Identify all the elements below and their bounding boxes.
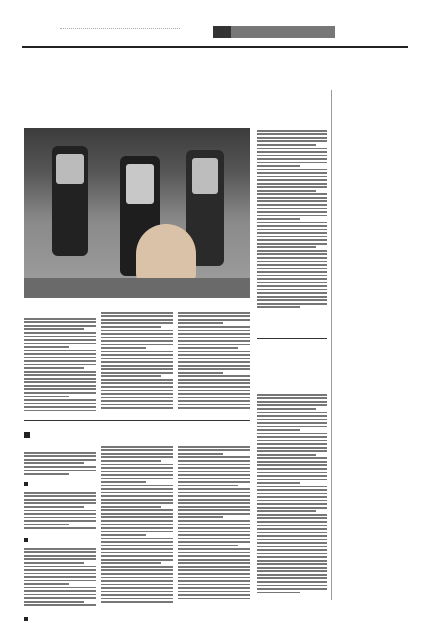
article-body-column: [101, 444, 173, 614]
topic-banner: [231, 26, 335, 38]
feature-subhead: [24, 482, 30, 488]
square-bullet-icon: [24, 538, 28, 542]
square-bullet-icon: [24, 617, 28, 621]
article-body-column: [178, 310, 250, 416]
right-story: [336, 92, 412, 602]
article-body-column: [178, 444, 250, 614]
center-column: [255, 122, 329, 602]
article-body-column: [24, 546, 96, 614]
article-body-column: [24, 316, 96, 416]
feature-title: [24, 424, 250, 443]
feature-rule: [24, 420, 250, 421]
feature-subhead: [24, 538, 30, 544]
article-body-column: [24, 450, 96, 478]
masthead: [0, 0, 426, 50]
hand-icon: [136, 224, 196, 284]
article-body-column: [101, 310, 173, 416]
column-divider: [331, 90, 332, 600]
news-photo: [24, 128, 250, 298]
article-body-column: [24, 490, 96, 534]
square-bullet-icon: [24, 482, 28, 486]
opinion-rule: [257, 338, 327, 339]
story-side-note: [338, 103, 410, 113]
article-body-column: [257, 392, 327, 614]
ornament-dots: [60, 28, 180, 32]
masthead-rule: [22, 46, 408, 48]
article-body-column: [257, 128, 327, 336]
left-area: [20, 122, 252, 602]
badge: [213, 26, 231, 38]
square-bullet-icon: [24, 432, 30, 438]
